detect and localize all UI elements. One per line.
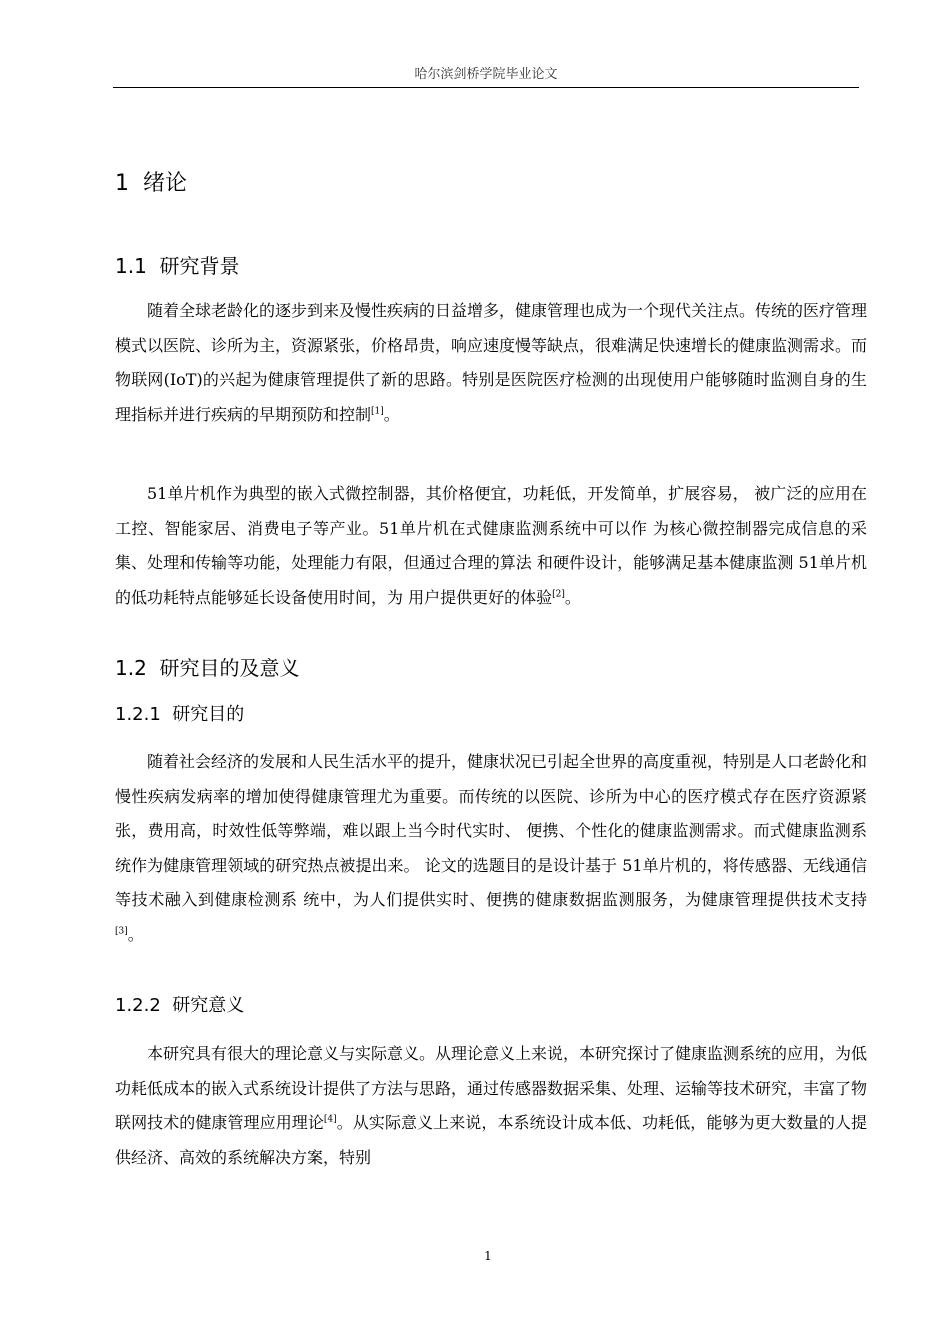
paragraph-significance [115,1037,867,1175]
citation-4: [4] [323,1114,337,1125]
section-number: 1.1 [115,254,147,278]
paragraph-tail: 。 [383,404,400,424]
subsection-heading-1-2-1 [115,700,244,726]
chapter-number: 1 [115,171,129,196]
running-header: 哈尔滨剑桥学院毕业论文 [414,67,558,82]
subsection-number: 1.2.1 [115,704,161,725]
subsection-title: 研究目的 [172,704,245,725]
paragraph-tail: 。 [564,587,581,607]
section-heading-1-2 [115,652,300,681]
paragraph-text: 随着社会经济的发展和人民生活水平的提升，健康状况已引起全世界的高度重视，特别是人口老龄化和慢性疾病发病率的增加使得健康管理尤为重要。而传统的以医院、诊所为中心的医疗模式存在医疗资源紧张，费用高，时效性低等弊端，难以跟上当今时代实时、 便携、个性化的健康监测需求。而式健康监测系统作为健康管理领域的研究热点被提出来。 论文的选题目的是设计基于 51单片机的，将传感器、无线通信等技术融入到健康检测系 统中，为人们提供实时、便携的健康数据监测服务，为健康管理提供技术支持 [115,752,868,909]
citation-1: [1] [371,406,384,417]
section-title: 研究目的及意义 [159,656,300,680]
paragraph-purpose [115,745,867,952]
paragraph-text: 本研究具有很大的理论意义与实际意义。从理论意义上来说，本研究探讨了健康监测系统的应用，为低功耗低成本的嵌入式系统设计提供了方法与思路，通过传感器数据采集、处理、运输等技术研究，丰富了物联网技术的健康管理应用理论 [115,1044,868,1132]
paragraph-text: 51单片机作为典型的嵌入式微控制器，其价格便宜，功耗低，开发简单，扩展容易， 被广泛的应用在工控、智能家居、消费电子等产业。51单片机在式健康监测系统中可以作 为核心微控制器完成信息的采集、处理和传输等功能，处理能力有限，但通过合理的算法 和硬件设计，能够满足基本健康监测 51单片机的低功耗特点能够延长设备使用时间，为 用户提供更好的体验 [115,484,867,607]
chapter-title: 绪论 [143,171,188,196]
section-heading-1-1 [115,250,240,279]
citation-3: [3] [115,926,128,937]
subsection-title: 研究意义 [172,995,245,1016]
paragraph-tail: 。 [127,924,144,944]
paragraph-background-1 [115,294,867,432]
subsection-heading-1-2-2 [115,991,244,1017]
citation-2: [2] [552,589,565,600]
page-number: 1 [484,1249,492,1263]
paragraph-background-2 [115,477,867,615]
section-number: 1.2 [115,656,147,680]
paragraph-tail: 。从实际意义上来说，本系统设计成本低、功耗低，能够为更大数量的人提供经济、高效的系统解决方案，特别 [115,1113,867,1167]
chapter-heading [115,166,187,197]
paragraph-text: 随着全球老龄化的逐步到来及慢性疾病的日益增多，健康管理也成为一个现代关注点。传统的医疗管理模式以医院、诊所为主，资源紧张，价格昂贵，响应速度慢等缺点，很难满足快速增长的健康监测需求。而物联网(IoT)的兴起为健康管理提供了新的思路。特别是医院医疗检测的出现使用户能够随时监测自身的生理指标并进行疾病的早期预防和控制 [115,301,868,424]
header-rule [113,87,859,88]
section-title: 研究背景 [159,254,240,278]
subsection-number: 1.2.2 [115,995,161,1016]
